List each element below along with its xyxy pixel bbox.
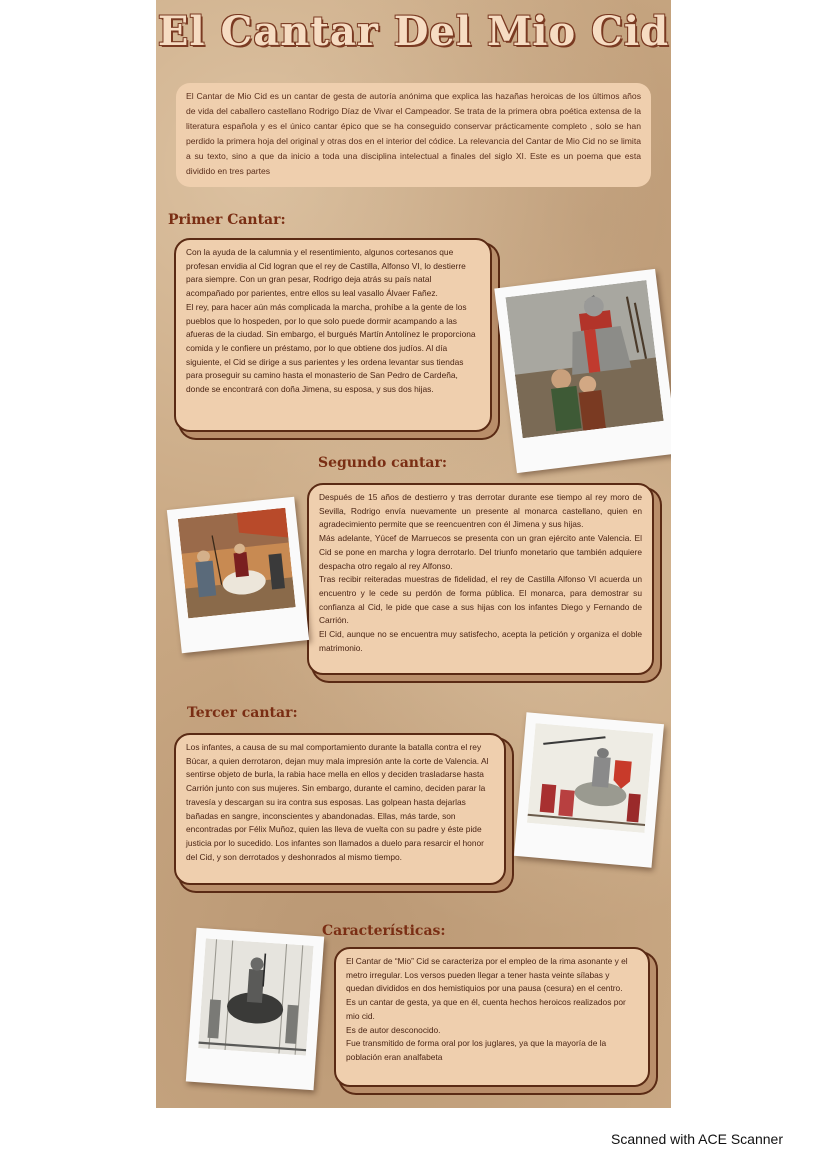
cid-soldiers-image xyxy=(178,508,296,619)
photo-knight-engraving xyxy=(186,928,324,1091)
section-heading-tercer-cantar: Tercer cantar: xyxy=(187,705,298,721)
knight-engraving-image xyxy=(198,938,313,1055)
section-card-primer-cantar xyxy=(174,238,492,432)
photo-cid-soldiers xyxy=(167,497,309,654)
page-title: El Cantar Del Mio Cid xyxy=(157,8,670,55)
section-heading-caracteristicas: Características: xyxy=(322,923,446,939)
section-heading-primer-cantar: Primer Cantar: xyxy=(168,212,286,228)
section-text-segundo-cantar: Después de 15 años de destierro y tras derrotar durante ese tiempo al rey moro de Sevilla, Rodrigo envía nuevamente un presente al monarca castellano, quien en agradecimiento permite que se reencuentren con él Jimena y sus hijas. Más adelante, Yúcef de Marruecos se presenta con un gran ejército ante Valencia. El Cid se pone en marcha y logra derrotarlo. Del triunfo monetario que también adquiere despacha otro regalo al rey Alfonso. Tras recibir reiteradas muestras de fidelidad, el rey de Castilla Alfonso VI acuerda un encuentro y le cede su perdón de forma pública. El monarca, para demostrar su confianza al Cid, le pide que case a sus hijas con los infantes Diego y Fernando de Carrión. El Cid, aunque no se encuentra muy satisfecho, acepta la petición y organiza el doble matrimonio. xyxy=(319,492,642,653)
photo-knight-family xyxy=(494,269,671,473)
section-heading-segundo-cantar: Segundo cantar: xyxy=(318,455,448,471)
section-card-segundo-cantar xyxy=(307,483,654,675)
section-card-tercer-cantar xyxy=(174,733,506,885)
section-text-primer-cantar: Con la ayuda de la calumnia y el resentimiento, algunos cortesanos que profesan envidia al Cid logran que el rey de Castilla, Alfonso VI, lo destierre para siempre. Con un gran pesar, Rodrigo deja atrás su país natal acompañado por parientes, entre ellos su leal vasallo Álvaer Fañez. El rey, para hacer aún más complicada la marcha, prohíbe a la gente de los pueblos que lo hospeden, por lo que solo puede dormir acampando a las afueras de la ciudad. Sin embargo, el burgués Martín Antolínez le proporciona comida y le confiere un préstamo, por lo que obtiene dos judíos. Al día siguiente, el Cid se dirige a sus parientes y les ordena levantar sus tiendas para proseguir su camino hasta el monasterio de San Pedro de Cardeña, donde se encontrará con doña Jimena, su esposa, y sus dos hijas. xyxy=(186,247,476,395)
scanner-watermark: Scanned with ACE Scanner xyxy=(611,1131,783,1147)
intro-box: El Cantar de Mio Cid es un cantar de gesta de autoría anónima que explica las hazañas heroicas de los últimos años de vida del caballero castellano Rodrigo Díaz de Vivar el Campeador. Se trata de la primera obra poética extensa de la literatura española y es el único cantar épico que se ha conseguido conservar prácticamente completo , solo se han perdido la primera hoja del original y otras dos en el interior del códice. La relevancia del Cantar de Mio Cid no se limita a su texto, sino a que da inicio a toda una disciplina intelectual a finales del siglo XI. Este es un poema que esta dividido en tres partes xyxy=(176,83,651,187)
section-text-caracteristicas: El Cantar de “Mio” Cid se caracteriza por el empleo de la rima asonante y el metro irregular. Los versos pueden llegar a tener hasta veinte sílabas y quedan divididos en dos hemistiquios por una pausa (cesura) en el centro. Es un cantar de gesta, ya que en él, cuenta hechos heroicos realizados por mio cid. Es de autor desconocido. Fue transmitido de forma oral por los juglares, ya que la mayoría de la población eran analfabeta xyxy=(346,956,628,1062)
section-card-caracteristicas xyxy=(334,947,650,1087)
section-text-tercer-cantar: Los infantes, a causa de su mal comportamiento durante la batalla contra el rey Búcar, a quien derrotaron, dejan muy mala impresión ante la corte de Valencia. Al sentirse objeto de burla, la rabia hace mella en ellos y deciden trasladarse hasta Carrión junto con sus mujeres. Sin embargo, durante el camino, deciden parar la travesía y descargan su ira contra sus esposas. Las golpean hasta dejarlas bañadas en sangre, inconscientes y abandonadas. Ellas, más tarde, son encontradas por Félix Muñoz, quien las lleva de vuelta con su padre y éste pide justicia por lo sucedido. Los infantes son llamados a duelo para resarcir el honor del Cid, y son derrotados y deshonrados al mismo tiempo. xyxy=(186,742,489,862)
mounted-knight-image xyxy=(527,723,653,833)
photo-mounted-knight xyxy=(514,712,664,867)
knight-family-image xyxy=(505,280,663,438)
infographic-poster xyxy=(156,0,671,1108)
